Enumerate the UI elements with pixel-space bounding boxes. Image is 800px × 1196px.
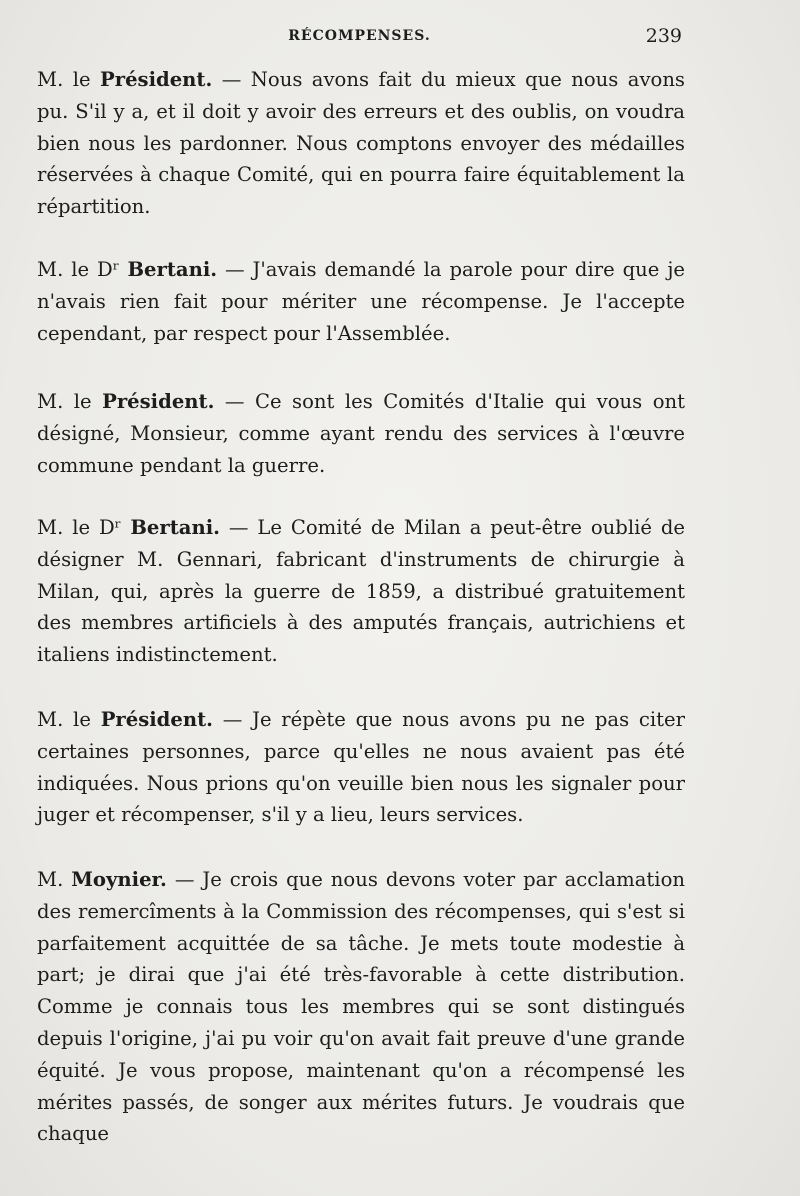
paragraph-moynier — [37, 864, 685, 1150]
speaker-name: Président. — [102, 390, 215, 413]
paragraph-text: — Nous avons fait du mieux que nous avons pu. S'il y a, et il doit y avoir des erreurs et des oublis, on voudra bien nous les pardonner. Nous comptons envoyer des médailles réservées à chaque Comité, qui en pourra faire équitablement la répartition. — [37, 68, 685, 219]
speaker-name: Moynier. — [71, 868, 167, 891]
paragraph-text: — Le Comité de Milan a peut-être oublié de désigner M. Gennari, fabricant d'instruments de chirurgie à Milan, qui, après la guerre de 1859, a distribué gratuitement des membres artificiels à des amputés français, autrichiens et italiens indistinctement. — [37, 516, 686, 667]
paragraph-president-2 — [37, 386, 685, 481]
speaker-prefix: M. le Dʳ — [37, 516, 131, 539]
running-title: RÉCOMPENSES. — [288, 28, 431, 44]
speaker-name: Président. — [100, 68, 213, 91]
speaker-name: Bertani. — [130, 516, 220, 539]
paragraph-text: — J'avais demandé la parole pour dire que je n'avais rien fait pour mériter une récompense. Je l'accepte cependant, par respect pour l'Assemblée. — [37, 258, 685, 345]
paragraph-text: — Ce sont les Comités d'Italie qui vous ont désigné, Monsieur, comme ayant rendu des services à l'œuvre commune pendant la guerre. — [37, 390, 685, 477]
speaker-name: Bertani. — [127, 258, 218, 281]
paragraph-bertani-2 — [37, 512, 685, 671]
speaker-name: Président. — [100, 708, 213, 731]
speaker-prefix: M. le — [37, 390, 103, 413]
speaker-prefix: M. le — [37, 68, 101, 91]
speaker-prefix: M. le Dʳ — [37, 258, 128, 281]
paragraph-text: — Je crois que nous devons voter par acclamation des remercîments à la Commission des récompenses, qui s'est si parfaitement acquittée de sa tâche. Je mets toute modestie à part; je dirai que j'ai été très-favorable à cette distribution. Comme je connais tous les membres qui se sont distingués depuis l'origine, j'ai pu voir qu'on avait fait preuve d'une grande équité. Je vous propose, maintenant qu'on a récompensé les mérites passés, de songer aux mérites futurs. Je voudrais que chaque — [37, 868, 685, 1146]
running-head — [37, 25, 682, 52]
paragraph-bertani-1 — [37, 254, 685, 349]
paragraph-president-1 — [37, 64, 685, 223]
speaker-prefix: M. — [37, 868, 72, 891]
paragraph-president-3 — [37, 704, 685, 831]
page-number: 239 — [645, 25, 682, 47]
speaker-prefix: M. le — [37, 708, 101, 731]
paragraph-text: — Je répète que nous avons pu ne pas citer certaines personnes, parce qu'elles ne nous avaient pas été indiquées. Nous prions qu'on veuille bien nous les signaler pour juger et récompenser, s'il y a lieu, leurs services. — [37, 708, 685, 827]
